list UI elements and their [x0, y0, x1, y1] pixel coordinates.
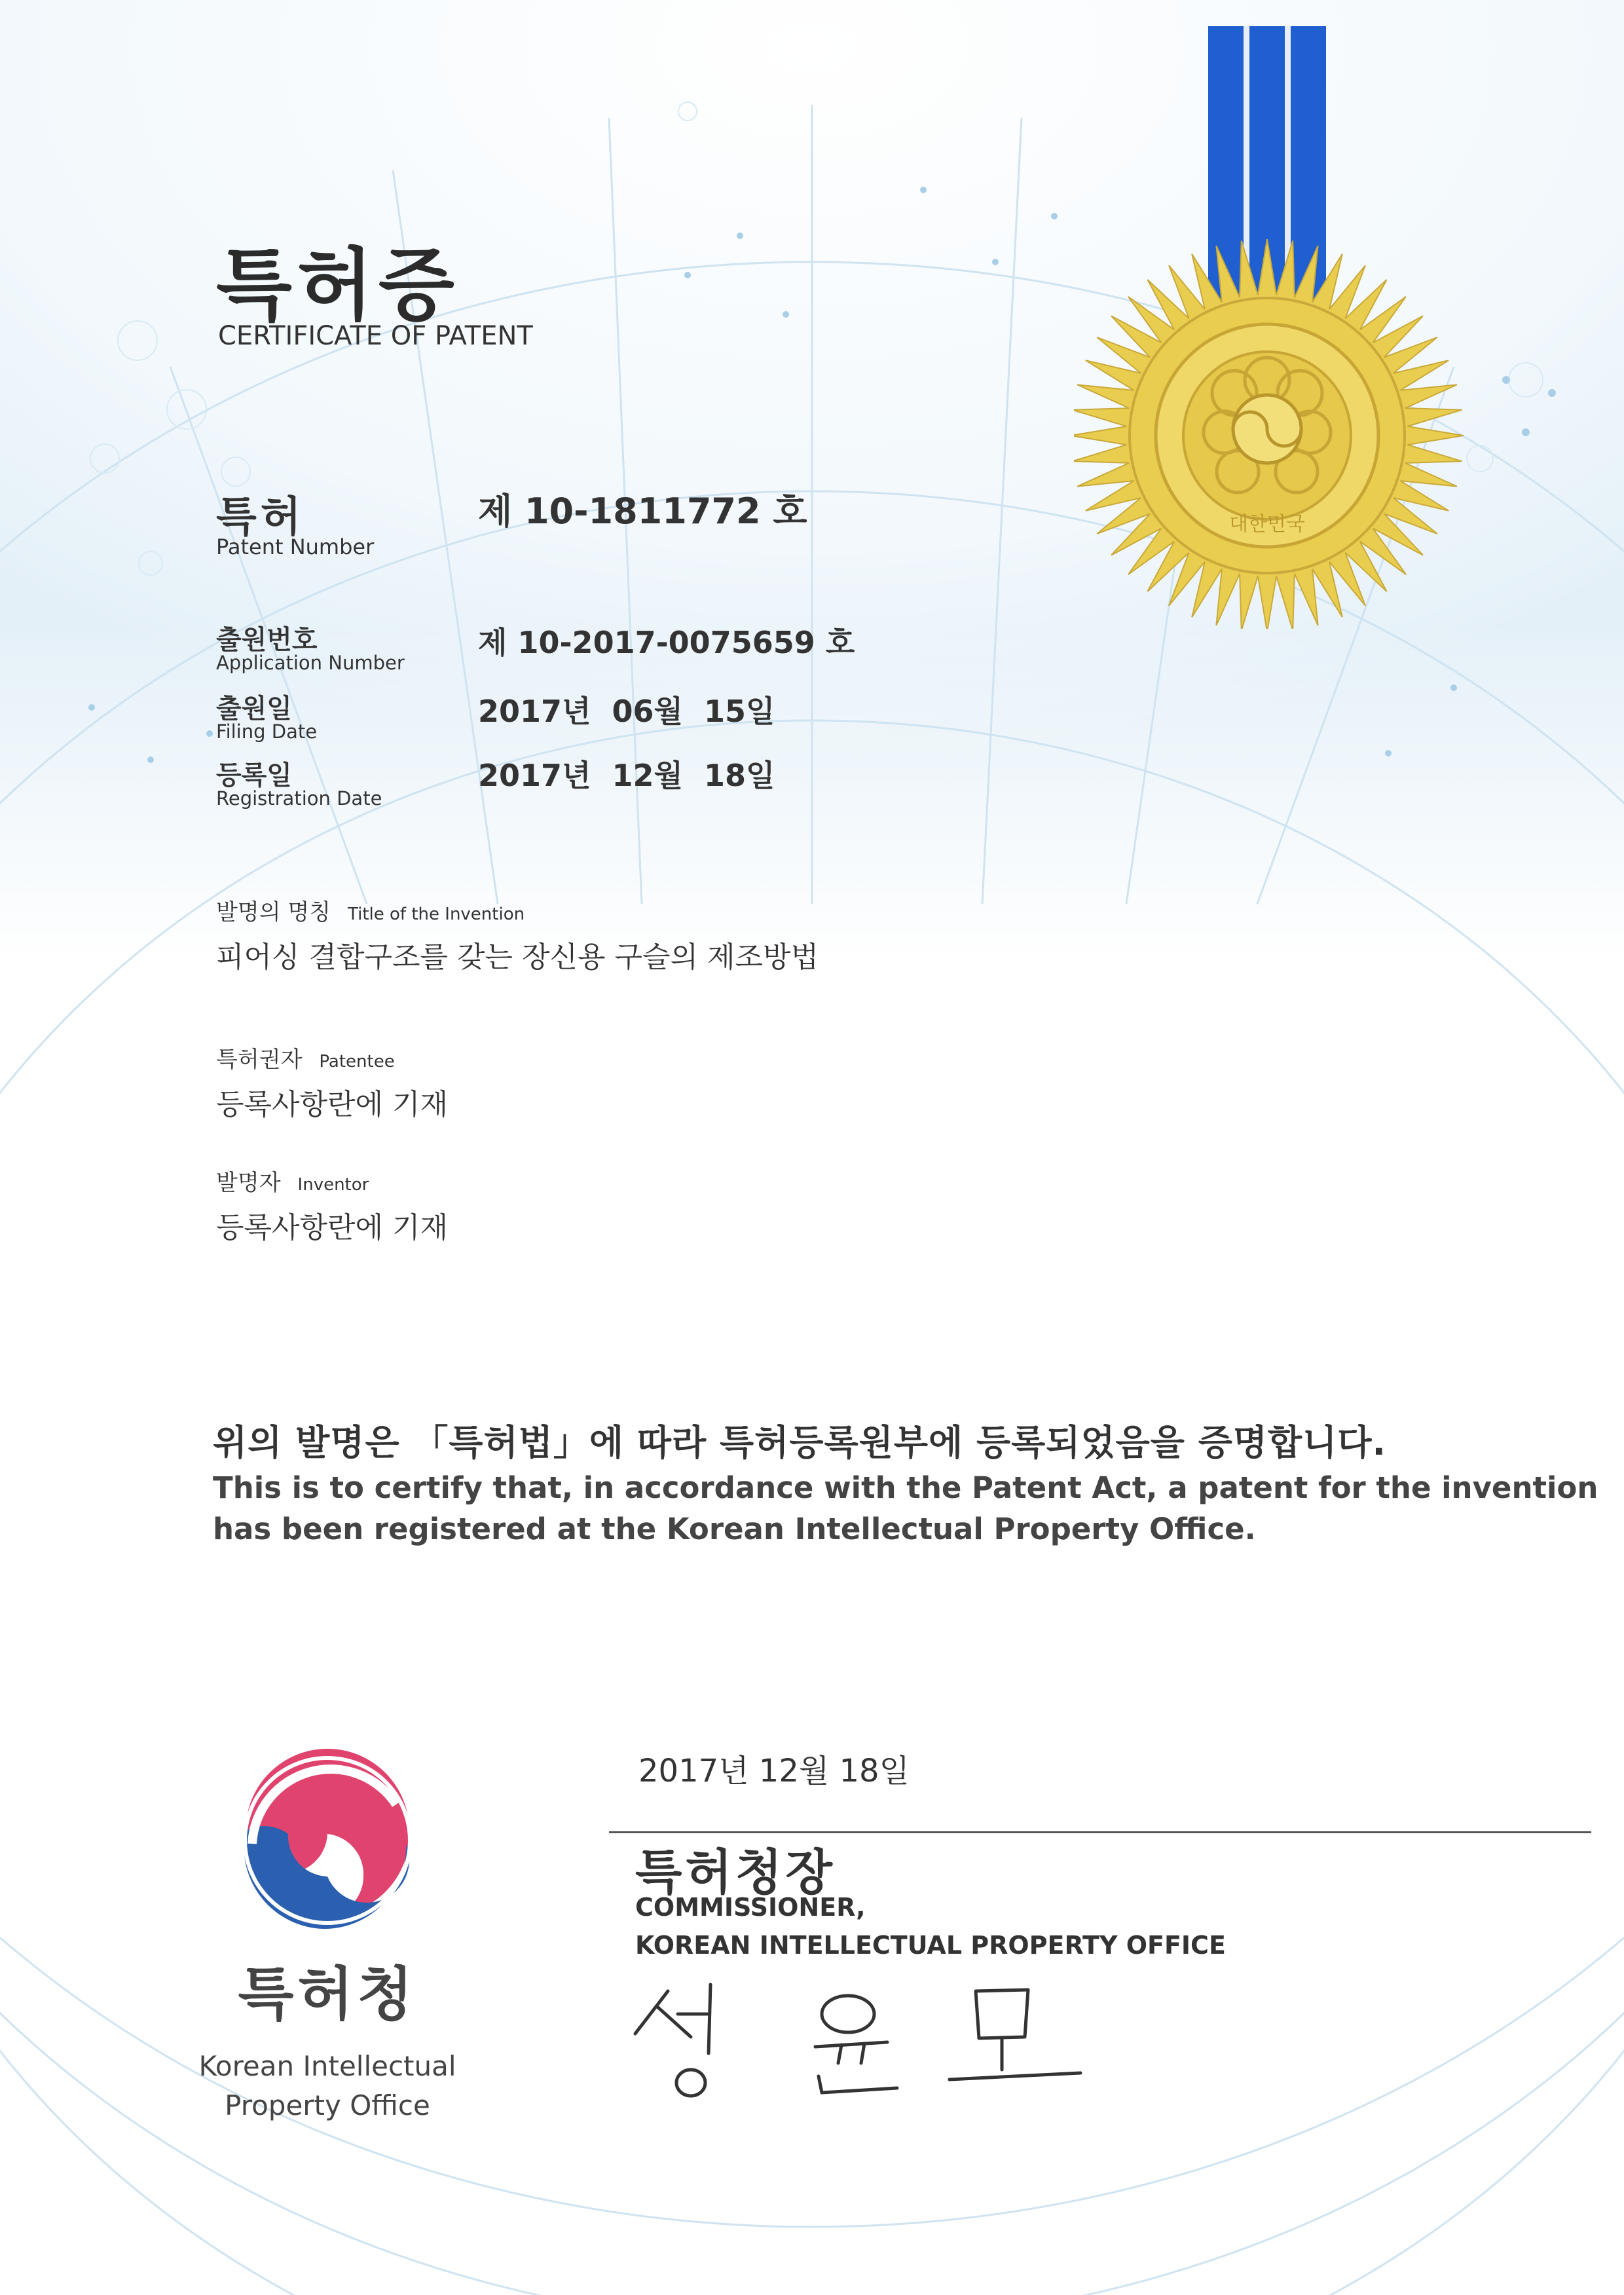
kipo-name-en-line1: Korean Intellectual: [198, 2050, 456, 2082]
certification-statement-en-line1: This is to certify that, in accordance with the Patent Act, a patent for the invention: [213, 1470, 1598, 1505]
commissioner-title-en-line2: KOREAN INTELLECTUAL PROPERTY OFFICE: [635, 1931, 1226, 1960]
certification-statement-en-line2: has been registered at the Korean Intellectual Property Office.: [213, 1512, 1256, 1546]
filing-date-label-kr: 출원일: [216, 694, 292, 724]
filing-date-value: 2017년 06월 15일: [478, 694, 775, 729]
signature-divider: [609, 1831, 1591, 1833]
patent-number-value: 제 10-1811772 호: [478, 491, 807, 532]
patent-number-label-kr: 특허: [216, 493, 305, 542]
inventor-label: [216, 1165, 369, 1197]
certificate-title-en: CERTIFICATE OF PATENT: [218, 321, 533, 351]
issue-date: 2017년 12월 18일: [638, 1753, 910, 1789]
registration-date-label-kr: 등록일: [216, 760, 292, 791]
certification-statement-kr: 위의 발명은 「특허법」에 따라 특허등록원부에 등록되었음을 증명합니다.: [213, 1422, 1387, 1463]
application-number-label-en: Application Number: [216, 652, 405, 674]
inventor-value: 등록사항란에 기재: [216, 1211, 449, 1244]
invention-title-label-en: Title of the Invention: [348, 905, 525, 924]
patentee-label: [216, 1041, 395, 1073]
application-number-value: 제 10-2017-0075659 호: [478, 625, 855, 660]
inventor-label-kr: 발명자: [216, 1170, 281, 1196]
registration-date-value: 2017년 12월 18일: [478, 758, 775, 793]
commissioner-title-kr: 특허청장: [635, 1844, 836, 1901]
patentee-label-kr: 특허권자: [216, 1047, 303, 1073]
invention-title-value: 피어싱 결합구조를 갖는 장신용 구슬의 제조방법: [216, 941, 819, 974]
patentee-label-en: Patentee: [319, 1052, 395, 1072]
filing-date-label-en: Filing Date: [216, 720, 318, 743]
patent-number-label-en: Patent Number: [216, 534, 375, 559]
inventor-label-en: Inventor: [297, 1175, 369, 1195]
seal-inscription: 대한민국: [1229, 513, 1305, 536]
gold-seal-emblem: [1074, 26, 1480, 629]
kipo-logo-icon: [232, 1745, 422, 1935]
kipo-name-en-line2: Property Office: [225, 2089, 430, 2121]
patentee-value: 등록사항란에 기재: [216, 1088, 449, 1121]
application-number-label-kr: 출원번호: [216, 625, 318, 655]
invention-title-label-kr: 발명의 명칭: [216, 899, 331, 925]
registration-date-label-en: Registration Date: [216, 787, 382, 810]
commissioner-title-en-line1: COMMISSIONER,: [635, 1893, 866, 1922]
commissioner-signature: [622, 1971, 1133, 2109]
kipo-name-kr: 특허청: [238, 1960, 417, 2028]
invention-title-label: [216, 894, 525, 926]
certificate-title-kr: 특허증: [216, 240, 460, 331]
